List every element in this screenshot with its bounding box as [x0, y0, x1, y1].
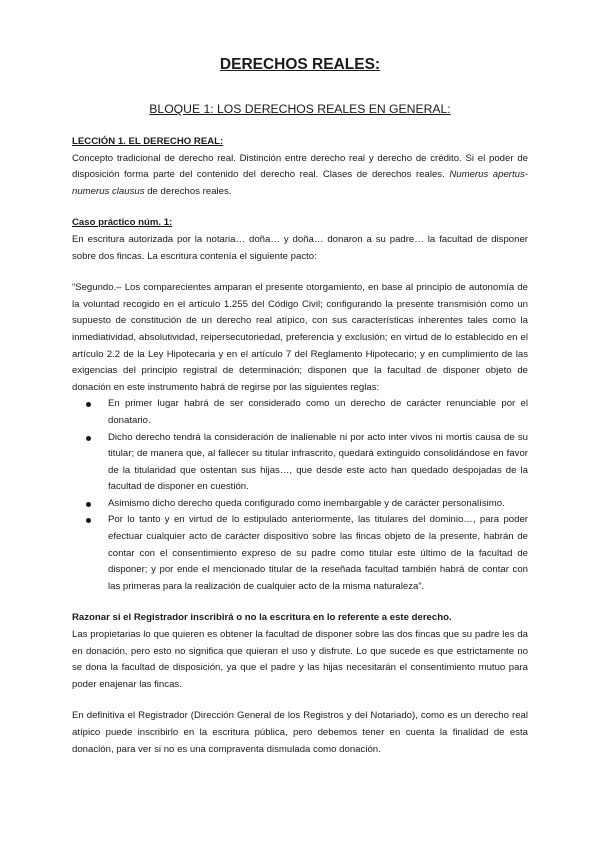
rule-item: Dicho derecho tendrá la consideración de inalienable ni por acto inter vivos ni mortis causa de su titular; de manera que, al fallecer su titular infrascrito, quedará extinguido consolidándose en favor de la titularidad que ostentan sus hijas…, que desde este acto han quedado despojadas de la facultad de disponer en cuestión. [108, 430, 528, 496]
lesson-heading: LECCIÓN 1. EL DERECHO REAL: [72, 136, 224, 147]
lesson-text-italic: Numerus apertus-numerus clausus [72, 169, 528, 197]
rule-item: Asimismo dicho derecho queda configurado como inembargable y de carácter personalísimo. [108, 496, 528, 513]
case-quote: “Segundo.– Los comparecientes amparan el presente otorgamiento, en base al principio de autonomía de la voluntad recogido en el artículo 1.255 del Código Civil; configurando la presente transmisión como un supuesto de constitución de un derecho real atípico, con sus características inherentes tales como la inmediatividad, absolutividad, reipersecutoriedad, preferencia y exclusión; en virtud de lo establecido en el artículo 2.2 de la Ley Hipotecaria y en el artículo 7 del Reglamento Hipotecario; y en cumplimiento de las exigencias del principio registral de determinación; disponen que la facultad de disponer objeto de donación en este instrumento habrá de regirse por las siguientes reglas: [72, 282, 528, 393]
lesson-text [72, 151, 528, 201]
block-title: BLOQUE 1: LOS DERECHOS REALES EN GENERAL: [149, 102, 451, 116]
case-intro: En escritura autorizada por la notaria… doña… y doña… donaron a su padre… la facultad de disponer sobre dos fincas. La escritura contenía el siguiente pacto: [72, 233, 528, 262]
case-heading: Caso práctico núm. 1: [72, 217, 173, 229]
document-title: DERECHOS REALES: [219, 56, 381, 73]
lesson-text-b: de derechos reales. [144, 185, 232, 197]
rule-item: Por lo tanto y en virtud de lo estipulado anteriormente, las titulares del dominio…, para poder efectuar cualquier acto de carácter dispositivo sobre las fincas objeto de la presente, habrán de contar con el consentimiento expreso de su padre como titular este último de la facultad de disponer; y por ende el mencionado titular de la reseñada facultad también habrá de contar con las primeras para la realización de cualquier acto de la misma naturaleza”. [108, 512, 528, 595]
rules-list [72, 396, 528, 595]
answer-paragraph-1: Las propietarias lo que quieren es obtener la facultad de disponer sobre las dos fincas que su padre les da en donación, pero esto no significa que quieran el uso y disfrute. Lo que sucede es que estrictamente no se dona la facultad de disposición, ya que el padre y las hijas necesitarán el consentimiento mutuo para poder enajenar las fincas. [72, 629, 528, 690]
lesson-section [72, 134, 528, 200]
question-section [72, 610, 528, 758]
question-heading: Razonar si el Registrador inscribirá o no la escritura en lo referente a este derecho. [72, 612, 452, 624]
rule-item: En primer lugar habrá de ser considerado como un derecho de carácter renunciable por el donatario. [108, 396, 528, 429]
answer-paragraph-2: En definitiva el Registrador (Dirección General de los Registros y del Notariado), como es un derecho real atípico puede inscribirlo en la escritura pública, pero debemos tener en cuenta la finalidad de esta donación, para ver si no es una compraventa dismulada como donación. [72, 710, 528, 755]
lesson-text-a: Concepto tradicional de derecho real. Distinción entre derecho real y derecho de crédito. Si el poder de disposición forma parte del contenido del derecho real. Clases de derechos reales. [72, 152, 528, 181]
case-section [72, 215, 528, 595]
